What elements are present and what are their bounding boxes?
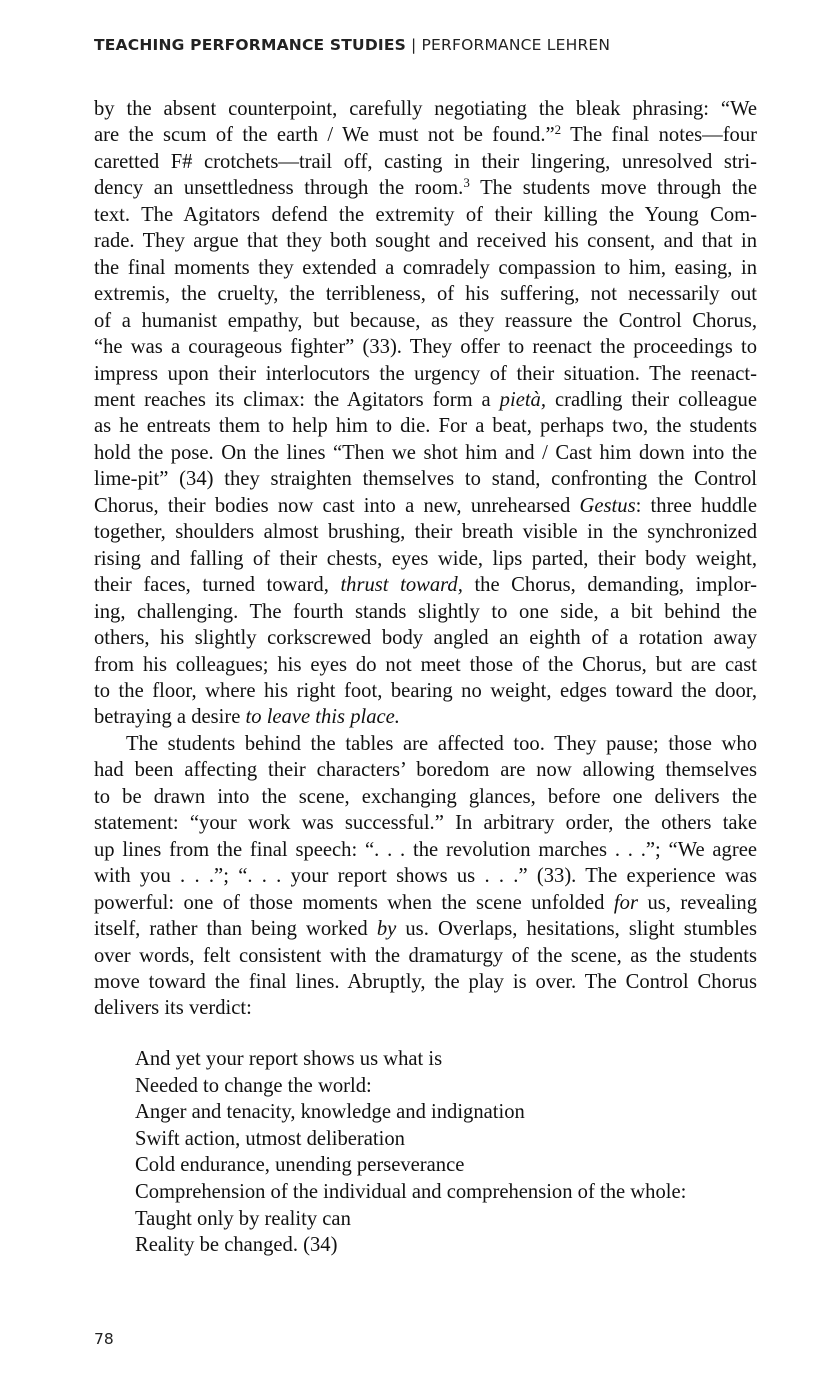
text-line: dency an unsettledness through the room.$^3$ The students move through the (94, 175, 757, 200)
text-line: ment reaches its climax: the Agitators form a pietà, cradling their colleague (94, 388, 757, 411)
verse-line: Comprehension of the individual and comprehension of the whole: (135, 1180, 687, 1203)
verse-line: Taught only by reality can (135, 1207, 351, 1230)
text-line: statement: “your work was successful.” In arbitrary order, the others take (94, 812, 757, 835)
text-line: lime-pit” (34) they straighten themselves to stand, confronting the Control (94, 468, 757, 491)
header-separator: | (411, 36, 417, 54)
text-line: up lines from the final speech: “. . . the revolution marches . . .”; “We agree (94, 838, 757, 861)
header-title: TEACHING PERFORMANCE STUDIES (94, 36, 407, 54)
text-line: of a humanist empathy, but because, as they reassure the Control Chorus, (94, 309, 757, 332)
text-line: their faces, turned toward, thrust toward, the Chorus, demanding, implor- (94, 574, 757, 597)
text-line: over words, felt consistent with the dramaturgy of the scene, as the students (94, 944, 757, 967)
verse-line: Cold endurance, unending perseverance (135, 1154, 465, 1177)
verse-line: Needed to change the world: (135, 1074, 372, 1097)
text-line: move toward the final lines. Abruptly, the play is over. The Control Chorus (94, 970, 757, 993)
text-line: to the floor, where his right foot, bearing no weight, edges toward the door, (94, 679, 757, 702)
italic-text: by (376, 918, 397, 941)
text-line: powerful: one of those moments when the scene unfolded for us, revealing (94, 891, 757, 914)
body-text (94, 96, 757, 1022)
text-line: itself, rather than being worked by us. Overlaps, hesitations, slight stumbles (94, 918, 757, 941)
italic-text: for (613, 891, 638, 914)
text-line: had been affecting their characters’ boredom are now allowing themselves (94, 759, 757, 782)
footnote-marker: 3 (463, 175, 470, 191)
page-number: 78 (94, 1330, 114, 1348)
verse-quotation (135, 1046, 686, 1259)
text-line: Chorus, their bodies now cast into a new, unrehearsed Gestus: three huddle (94, 494, 757, 517)
text-line: are the scum of the earth / We must not be found.”$^2$ The final notes—four (94, 122, 758, 147)
text-line: the final moments they extended a comradely compassion to him, easing, in (94, 256, 757, 279)
text-line: as he entreats them to help him to die. For a beat, perhaps two, the students (94, 415, 757, 438)
text-line: rade. They argue that they both sought and received his consent, and that in (94, 230, 757, 253)
text-line: hold the pose. On the lines “Then we shot him and / Cast him down into the (94, 441, 757, 464)
text-line: from his colleagues; his eyes do not meet those of the Chorus, but are cast (94, 653, 757, 676)
text-line: others, his slightly corkscrewed body angled an eighth of a rotation away (94, 627, 757, 650)
italic-text: thrust toward, (340, 574, 463, 597)
text-line: “he was a courageous fighter” (33). They offer to reenact the proceedings to (94, 336, 757, 359)
text-line: impress upon their interlocutors the urgency of their situation. The reenact- (94, 362, 757, 385)
verse-line: Swift action, utmost deliberation (135, 1127, 405, 1150)
text-line: betraying a desire to leave this place. (94, 706, 400, 729)
text-line: The students behind the tables are affected too. They pause; those who (126, 732, 757, 755)
text-line: ing, challenging. The fourth stands slightly to one side, a bit behind the (94, 600, 757, 623)
verse-line: Anger and tenacity, knowledge and indignation (135, 1101, 525, 1124)
text-line: together, shoulders almost brushing, their breath visible in the synchronized (94, 521, 757, 544)
text-line: caretted F# crotchets—trail off, casting in their lingering, unresolved stri- (94, 150, 757, 173)
italic-text: Gestus (579, 494, 636, 517)
text-line: text. The Agitators defend the extremity of their killing the Young Com- (94, 203, 757, 226)
text-line: with you . . .”; “. . . your report shows us . . .” (33). The experience was (94, 865, 757, 888)
footnote-marker: 2 (554, 122, 562, 138)
header-subtitle: PERFORMANCE LEHREN (421, 36, 611, 54)
verse-line: Reality be changed. (34) (135, 1234, 338, 1257)
text-line: by the absent counterpoint, carefully negotiating the bleak phrasing: “We (94, 98, 757, 120)
text-line: rising and falling of their chests, eyes wide, lips parted, their body weight, (94, 547, 757, 570)
verse-line: And yet your report shows us what is (135, 1048, 443, 1070)
running-header (94, 36, 610, 54)
text-line: extremis, the cruelty, the terribleness, of his suffering, not necessarily out (94, 283, 757, 306)
text-line: delivers its verdict: (94, 997, 252, 1020)
italic-text: to leave this place. (245, 706, 400, 729)
italic-text: pietà, (499, 388, 546, 411)
text-line: to be drawn into the scene, exchanging glances, before one delivers the (94, 785, 757, 808)
